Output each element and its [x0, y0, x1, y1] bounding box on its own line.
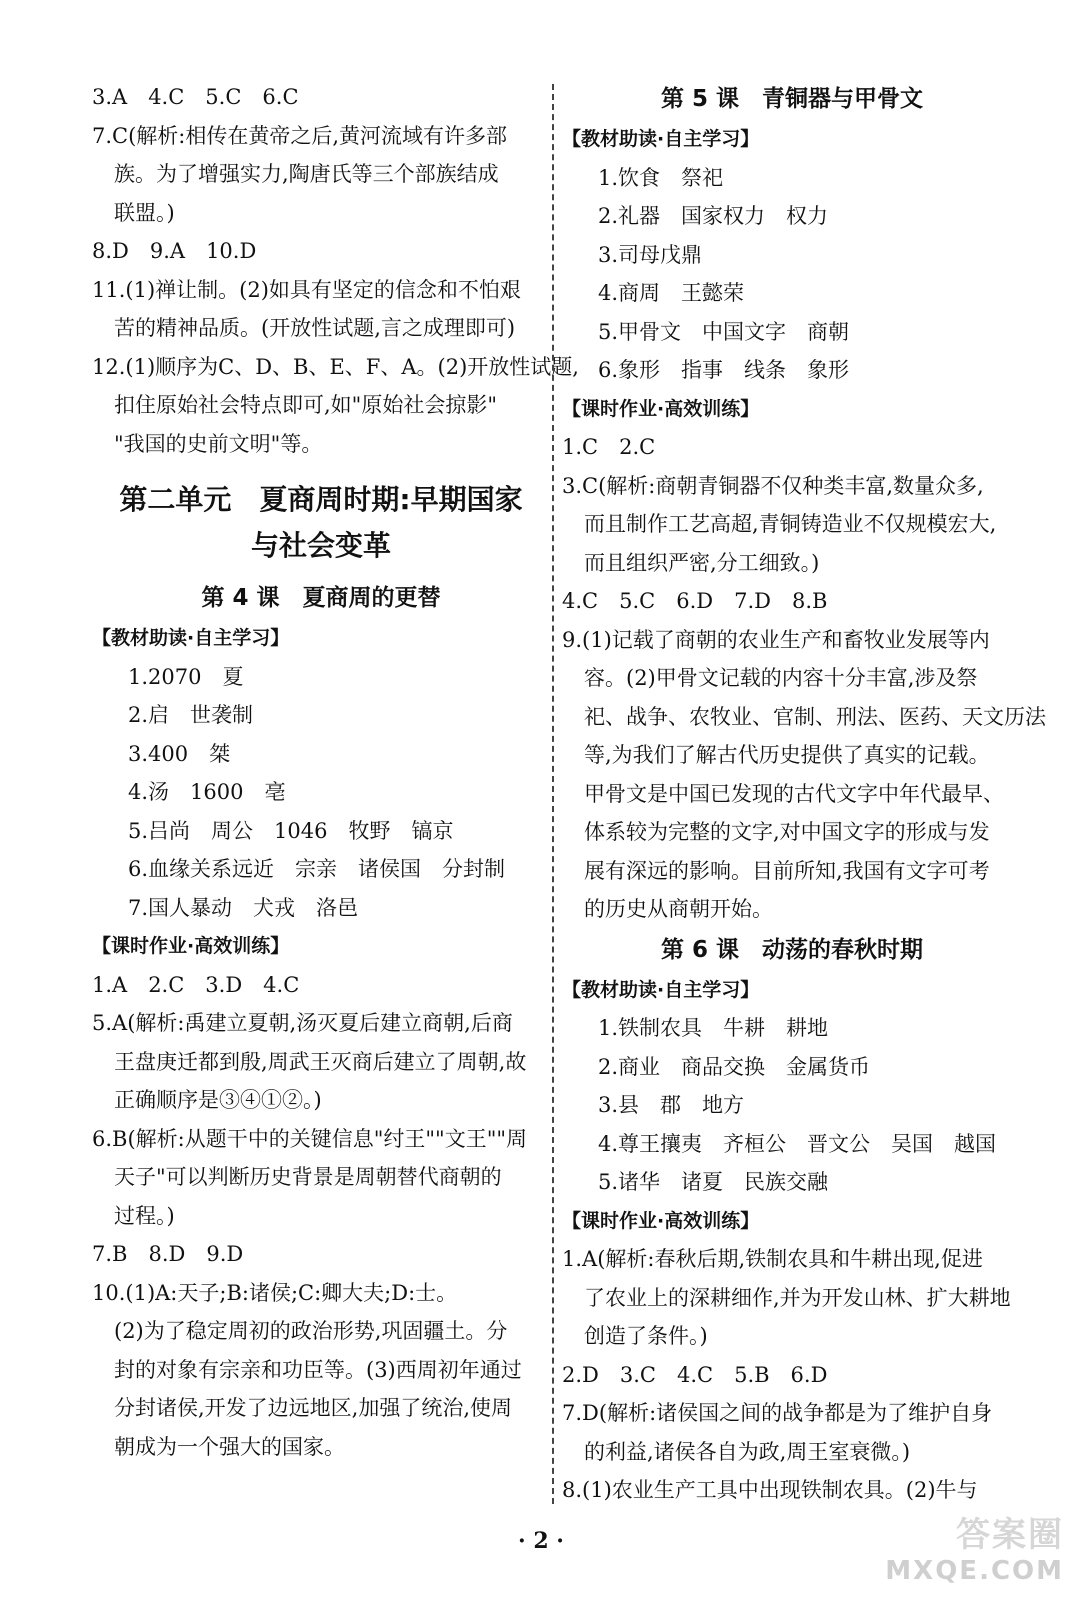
text-line: 3.C(解析:商朝青铜器不仅种类丰富,数量众多,: [562, 473, 984, 498]
text-line: 8.D 9.A 10.D: [92, 239, 257, 263]
answer-list: [92, 966, 550, 1467]
text-line: 1.C 2.C: [562, 435, 656, 459]
text-line: 扣住原始社会特点即可,如"原始社会掠影": [114, 393, 497, 417]
text-line: 7.C(解析:相传在黄帝之后,黄河流域有许多部: [92, 123, 508, 148]
section-heading: 【教材助读·自主学习】: [562, 978, 760, 1001]
study-list: [562, 1009, 1022, 1202]
list-item: 1.饮食 祭祀: [598, 165, 724, 190]
text-line: 祀、战争、农牧业、官制、刑法、医药、天文历法: [584, 704, 1046, 729]
text-line: 7.B 8.D 9.D: [92, 1242, 244, 1266]
list-item: 3.400 桀: [128, 741, 231, 766]
watermark-domain: MXQE.COM: [885, 1556, 1064, 1586]
text-line: 正确顺序是③④①②。): [114, 1088, 322, 1112]
list-item: 4.汤 1600 亳: [128, 780, 286, 804]
list-item: 4.商周 王懿荣: [598, 281, 745, 305]
list-item: 2.商业 商品交换 金属货币: [598, 1054, 871, 1079]
list-item: 5.吕尚 周公 1046 牧野 镐京: [128, 818, 454, 843]
text-line: 12.(1)顺序为C、D、B、E、F、A。(2)开放性试题,: [92, 354, 579, 379]
text-line: 天子"可以判断历史背景是周朝替代商朝的: [114, 1165, 502, 1189]
list-item: 5.甲骨文 中国文字 商朝: [598, 319, 850, 344]
text-line: 等,为我们了解古代历史提供了真实的记载。: [584, 743, 990, 767]
left-answers-lesson3: [92, 78, 579, 463]
unit-title: 第二单元 夏商周时期:早期国家: [119, 483, 523, 516]
watermark-logo: [885, 1507, 1064, 1586]
text-line: 的利益,诸侯各自为政,周王室衰微。): [584, 1439, 911, 1464]
section-heading: 【课时作业·高效训练】: [562, 1209, 760, 1232]
list-item: 1.铁制农具 牛耕 耕地: [598, 1016, 829, 1040]
list-item: 6.象形 指事 线条 象形: [598, 358, 850, 382]
text-line: 11.(1)禅让制。(2)如具有坚定的信念和不怕艰: [92, 277, 521, 302]
list-item: 3.司母戊鼎: [598, 242, 703, 267]
text-line: 10.(1)A:天子;B:诸侯;C:卿大夫;D:士。: [92, 1280, 458, 1305]
text-line: 了农业上的深耕细作,并为开发山林、扩大耕地: [584, 1285, 1011, 1310]
section-heading: 【课时作业·高效训练】: [562, 397, 760, 420]
column-divider: [552, 84, 554, 1504]
answer-list: [562, 428, 1046, 929]
text-line: 封的对象有宗亲和功臣等。(3)西周初年通过: [114, 1357, 522, 1382]
list-item: 3.县 郡 地方: [598, 1093, 745, 1117]
list-item: 1.2070 夏: [128, 664, 244, 689]
text-line: 苦的精神品质。(开放性试题,言之成理即可): [114, 316, 516, 340]
lesson-title: 第 4 课 夏商周的更替: [201, 585, 441, 611]
section-heading: 【课时作业·高效训练】: [92, 935, 290, 957]
study-list: [562, 159, 1022, 390]
text-line: 9.(1)记载了商朝的农业生产和畜牧业发展等内: [562, 627, 990, 652]
list-item: 5.诸华 诸夏 民族交融: [598, 1170, 829, 1194]
text-line: 3.A 4.C 5.C 6.C: [92, 85, 299, 109]
text-line: 创造了条件。): [584, 1324, 708, 1348]
list-item: 7.国人暴动 犬戎 洛邑: [128, 895, 359, 920]
text-line: (2)为了稳定周初的政治形势,巩固疆土。分: [114, 1319, 508, 1343]
watermark-top: 答案圈: [956, 1515, 1064, 1555]
study-list: [92, 658, 550, 928]
text-line: 1.A 2.C 3.D 4.C: [92, 972, 300, 997]
right-column: [562, 78, 1046, 1510]
text-line: 甲骨文是中国已发现的古代文字中年代最早、: [584, 781, 1004, 806]
text-line: 4.C 5.C 6.D 7.D 8.B: [562, 589, 828, 613]
lesson-title: 第 6 课 动荡的春秋时期: [660, 936, 924, 963]
text-line: 过程。): [114, 1203, 175, 1228]
text-line: 7.D(解析:诸侯国之间的战争都是为了维护自身: [562, 1401, 993, 1425]
section-heading: 【教材助读·自主学习】: [92, 627, 290, 649]
text-line: "我国的史前文明"等。: [114, 431, 323, 456]
answer-list: [562, 1240, 1022, 1510]
text-line: 8.(1)农业生产工具中出现铁制农具。(2)牛与: [562, 1478, 978, 1502]
left-column: [92, 78, 579, 1466]
section-heading: 【教材助读·自主学习】: [562, 128, 760, 150]
text-line: 展有深远的影响。目前所知,我国有文字可考: [584, 858, 990, 883]
text-line: 6.B(解析:从题干中的关键信息"纣王""文王""周: [92, 1126, 528, 1151]
list-item: 2.礼器 国家权力 权力: [598, 204, 829, 228]
text-line: 2.D 3.C 4.C 5.B 6.D: [562, 1362, 828, 1387]
lesson-title: 第 5 课 青铜器与甲骨文: [660, 86, 924, 112]
text-line: 分封诸侯,开发了边远地区,加强了统治,使周: [114, 1396, 513, 1420]
text-line: 族。为了增强实力,陶唐氏等三个部族结成: [114, 162, 499, 186]
list-item: 2.启 世袭制: [128, 703, 254, 727]
text-line: 容。(2)甲骨文记载的内容十分丰富,涉及祭: [584, 666, 978, 690]
text-line: 联盟。): [114, 200, 175, 225]
unit-title-continued: 与社会变革: [250, 529, 391, 562]
list-item: 6.血缘关系远近 宗亲 诸侯国 分封制: [128, 857, 506, 881]
text-line: 5.A(解析:禹建立夏朝,汤灭夏后建立商朝,后商: [92, 1011, 513, 1035]
text-line: 而且制作工艺高超,青铜铸造业不仅规模宏大,: [584, 512, 997, 536]
text-line: 1.A(解析:春秋后期,铁制农具和牛耕出现,促进: [562, 1247, 983, 1271]
text-line: 的历史从商朝开始。: [584, 897, 773, 921]
text-line: 朝成为一个强大的国家。: [114, 1434, 345, 1459]
page-number: · 2 ·: [518, 1528, 564, 1554]
text-line: 体系较为完整的文字,对中国文字的形成与发: [584, 820, 990, 844]
text-line: 而且组织严密,分工细致。): [584, 550, 820, 575]
text-line: 王盘庚迁都到殷,周武王灭商后建立了周朝,故: [114, 1049, 527, 1074]
list-item: 4.尊王攘夷 齐桓公 晋文公 吴国 越国: [598, 1131, 997, 1156]
